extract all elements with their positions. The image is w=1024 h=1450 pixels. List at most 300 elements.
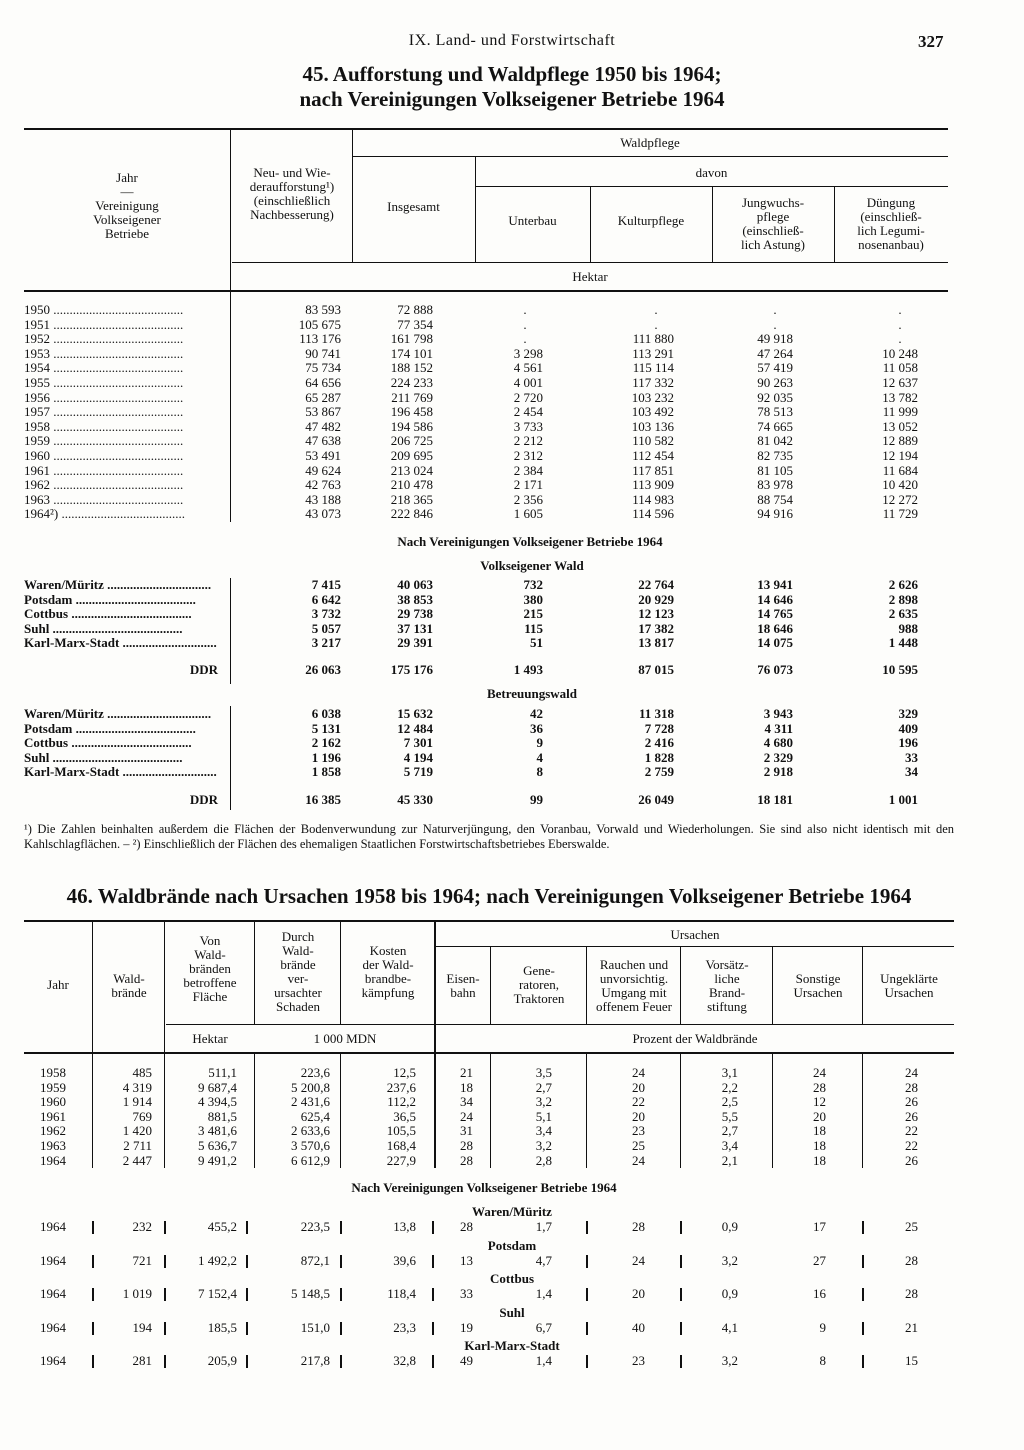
page-number: 327: [918, 32, 944, 51]
table-cell: 51: [530, 635, 543, 651]
table-cell: 8: [536, 764, 543, 780]
table-cell: 28: [905, 1286, 918, 1301]
table-45-title-line2: nach Vereinigungen Volkseigener Betriebe 1964: [299, 87, 725, 111]
t45-col-unterbau: Unterbau: [508, 213, 557, 228]
table-cell: 3 733: [513, 418, 543, 434]
column-separator: [340, 1288, 342, 1301]
table-cell: 1 492,2: [198, 1252, 237, 1268]
table-row-label: Suhl ........................................: [24, 621, 183, 636]
column-separator: [680, 1322, 682, 1335]
table-row-label: 1962 ........................................: [24, 478, 184, 493]
table-cell: 2 162: [311, 735, 341, 751]
table-cell: 20: [813, 1108, 826, 1124]
table-cell: 17 382: [638, 620, 674, 636]
table-cell: 49: [460, 1353, 473, 1368]
t46-vrule-4: [340, 920, 341, 1024]
table-row-label: DDR: [189, 662, 218, 677]
t45-col-jungwuchspflege: Jungwuchs- pflege (einschließ- lich Astung): [741, 195, 805, 252]
table-cell: 9 491,2: [198, 1152, 237, 1168]
column-separator: [862, 1322, 864, 1335]
table-cell: .: [523, 302, 527, 317]
table-cell: 103 492: [631, 404, 674, 420]
table-cell: 92 035: [757, 389, 793, 405]
table-cell: 3 298: [513, 345, 543, 361]
table-row-label: 1959 ........................................: [24, 434, 184, 449]
table-cell: 22: [905, 1123, 918, 1139]
table-cell: 14 646: [757, 591, 793, 607]
table-row-label: 1964: [40, 1252, 66, 1268]
t45-col-neuaufforstung: Neu- und Wie- deraufforstung¹) (einschließlich Nachbesserung): [249, 165, 335, 222]
table-cell: 6 038: [311, 706, 341, 721]
table-row-label: 1961: [40, 1108, 66, 1124]
table-cell: 87 015: [638, 662, 674, 677]
column-separator: [340, 1221, 342, 1234]
t46-col-ungeklaert: Ungeklärte Ursachen: [880, 971, 938, 1000]
table-cell: 380: [523, 591, 543, 607]
table-cell: 24: [813, 1065, 826, 1080]
table-row-label: 1963 ........................................: [24, 492, 184, 507]
table-cell: 118,4: [387, 1286, 416, 1301]
table-cell: 22: [632, 1094, 645, 1110]
table-cell: 24: [632, 1152, 645, 1168]
table-cell: 37 131: [397, 620, 433, 636]
table-cell: 9 687,4: [198, 1079, 237, 1095]
table-cell: 36,5: [393, 1108, 416, 1124]
table-row-label: 1962: [40, 1123, 66, 1139]
table-cell: 196 458: [390, 404, 433, 420]
column-separator: [680, 1355, 682, 1368]
t46-vrule-10: [862, 946, 863, 1024]
table-cell: 77 354: [397, 316, 433, 332]
table-cell: 329: [898, 706, 918, 721]
table-cell: 6,7: [535, 1319, 552, 1335]
table-cell: 5,1: [535, 1108, 552, 1124]
table-cell: 625,4: [300, 1108, 330, 1124]
table-cell: 110 582: [632, 433, 674, 449]
table-cell: 9: [536, 735, 543, 751]
table-cell: .: [654, 302, 658, 317]
table-cell: 2,7: [721, 1123, 738, 1139]
table-cell: 16 385: [305, 792, 341, 807]
table-row-label: Waren/Müritz ................................: [24, 578, 212, 592]
table-cell: 2 416: [644, 735, 674, 751]
table-row-label: 1950 ........................................: [24, 303, 184, 317]
table-cell: 90 741: [305, 345, 341, 361]
table-cell: 28: [632, 1219, 645, 1234]
column-separator: [92, 1221, 94, 1234]
table-cell: 7 152,4: [198, 1286, 237, 1301]
table-cell: 42 763: [305, 477, 341, 493]
table-row-label: Waren/Müritz ................................: [24, 707, 212, 721]
table-cell: 74 665: [757, 418, 793, 434]
table-cell: 210 478: [390, 477, 433, 493]
table-cell: 194: [132, 1319, 152, 1335]
table-cell: 23: [632, 1123, 645, 1139]
table-cell: 117 332: [632, 375, 674, 390]
table-cell: 213 024: [390, 462, 433, 478]
region-heading: Suhl: [499, 1304, 525, 1320]
table-cell: 1 828: [644, 749, 674, 765]
column-separator: [586, 1355, 588, 1368]
t46-col-brandstiftung: Vorsätz- liche Brand- stiftung: [705, 957, 749, 1014]
table-cell: 1 420: [122, 1123, 152, 1139]
table-cell: 27: [813, 1252, 826, 1268]
table-cell: 206 725: [390, 433, 433, 449]
t45-vrule-1: [230, 128, 231, 290]
table-cell: 211 769: [391, 389, 433, 405]
table-cell: 13: [460, 1252, 473, 1268]
table-cell: 2 212: [513, 433, 543, 449]
column-separator: [586, 1221, 588, 1234]
table-cell: 99: [530, 792, 543, 807]
table-cell: 224 233: [390, 375, 433, 390]
table-cell: 23,3: [393, 1319, 416, 1335]
t46-col-schaden: Durch Wald- brände ver- ursachter Schaden: [274, 929, 322, 1014]
table-cell: 40 063: [397, 577, 433, 592]
table-cell: 194 586: [390, 418, 433, 434]
table-cell: 39,6: [393, 1252, 416, 1268]
t46-col-sonstige: Sonstige Ursachen: [793, 971, 843, 1000]
table-row-label: 1958: [40, 1065, 66, 1080]
table-cell: 47 264: [757, 345, 793, 361]
table-cell: 21: [460, 1065, 473, 1080]
table-row-label: Potsdam .....................................: [24, 592, 196, 607]
table-cell: 75 734: [305, 360, 341, 376]
table-cell: 103 232: [631, 389, 674, 405]
table-cell: 223,5: [300, 1219, 330, 1234]
table-cell: 81 042: [757, 433, 793, 449]
table-cell: 12 123: [638, 606, 674, 622]
t45-section-volkseigener-wald: Volkseigener Wald: [480, 558, 584, 573]
t46-col-ursachen: Ursachen: [670, 927, 720, 942]
table-row-label: Cottbus .....................................: [24, 736, 192, 751]
table-cell: 3,5: [535, 1065, 552, 1080]
table-cell: 14 075: [757, 635, 793, 651]
t46-unit-hektar: Hektar: [192, 1031, 228, 1046]
column-separator: [164, 1221, 166, 1234]
table-cell: 117 851: [632, 462, 674, 478]
column-separator: [340, 1355, 342, 1368]
column-separator: [92, 1255, 94, 1268]
table-cell: 53 867: [305, 404, 341, 420]
table-cell: 3,2: [535, 1138, 552, 1153]
table-cell: 29 391: [397, 635, 433, 651]
table-cell: .: [898, 331, 902, 347]
column-separator: [432, 1221, 434, 1234]
table-cell: 988: [898, 620, 918, 636]
table-cell: 111 880: [632, 331, 674, 347]
table-cell: 769: [132, 1108, 152, 1124]
column-separator: [586, 1288, 588, 1301]
table-row-label: 1959: [40, 1079, 66, 1095]
table-cell: 1 196: [311, 749, 341, 765]
table-cell: 26: [905, 1152, 918, 1168]
table-cell: 18: [813, 1152, 826, 1168]
t46-vrule-7: [586, 946, 587, 1024]
table-cell: .: [898, 302, 902, 317]
table-cell: 6 612,9: [291, 1152, 330, 1168]
table-cell: .: [773, 316, 777, 332]
column-separator: [432, 1255, 434, 1268]
table-cell: 3 570,6: [291, 1138, 330, 1153]
table-cell: 24: [460, 1108, 473, 1124]
table-cell: 28: [460, 1219, 473, 1234]
region-heading: Potsdam: [487, 1237, 537, 1253]
table-cell: 64 656: [305, 375, 341, 390]
table-cell: 175 176: [390, 662, 433, 677]
table-cell: 15 632: [397, 706, 433, 721]
table-cell: 196: [898, 735, 918, 751]
table-cell: 24: [632, 1252, 645, 1268]
table-cell: 174 101: [390, 345, 433, 361]
table-cell: 28: [905, 1252, 918, 1268]
table-cell: 5 148,5: [291, 1286, 330, 1301]
running-head: IX. Land- und Forstwirtschaft: [408, 32, 616, 49]
table-cell: 2 454: [513, 404, 543, 420]
table-cell: 12 637: [882, 375, 918, 390]
table-cell: 83 978: [757, 477, 793, 493]
column-separator: [680, 1288, 682, 1301]
region-heading: Waren/Müritz: [472, 1204, 552, 1219]
column-separator: [92, 1322, 94, 1335]
table-cell: 218 365: [390, 491, 433, 507]
t46-col-jahr: Jahr: [47, 977, 69, 992]
table-cell: 28: [460, 1152, 473, 1168]
table-cell: 13 817: [638, 635, 674, 651]
t46-vrule-6: [490, 946, 491, 1024]
table-cell: 2,7: [535, 1079, 552, 1095]
table-cell: 227,9: [386, 1152, 416, 1168]
table-45-title: [0, 62, 1024, 112]
table-cell: 76 073: [757, 662, 793, 677]
table-cell: 12 484: [397, 720, 433, 736]
table-cell: 2 898: [888, 591, 918, 607]
table-cell: 4: [536, 749, 543, 765]
table-cell: 1 914: [122, 1094, 152, 1110]
t45-col-jahr: Jahr — Vereinigung Volkseigener Betriebe: [93, 170, 161, 241]
table-cell: 49 624: [305, 462, 341, 478]
table-cell: 2 711: [123, 1138, 152, 1153]
table-cell: 34: [905, 764, 918, 780]
t46-col-flaeche: Von Wald- bränden betroffene Fläche: [183, 933, 237, 1004]
table-cell: 2 447: [122, 1152, 152, 1168]
column-separator: [164, 1288, 166, 1301]
table-cell: 3,2: [721, 1252, 738, 1268]
column-separator: [246, 1221, 248, 1234]
table-cell: 42: [530, 706, 543, 721]
t46-header-rule: [166, 1024, 954, 1025]
table-46-title: 46. Waldbrände nach Ursachen 1958 bis 1964; nach Vereinigungen Volkseigener Betriebe 1964: [66, 884, 912, 908]
t46-unit-mdn: 1 000 MDN: [313, 1031, 377, 1046]
column-separator: [862, 1355, 864, 1368]
t46-vrule-1: [92, 920, 93, 1052]
table-row-label: 1964: [40, 1219, 66, 1234]
table-cell: .: [523, 331, 527, 347]
t45-vrule-betreuung: [230, 706, 231, 810]
table-cell: 232: [132, 1219, 152, 1234]
t45-section-vvb: Nach Vereinigungen Volkseigener Betriebe 1964: [397, 534, 663, 549]
column-separator: [680, 1255, 682, 1268]
table-cell: .: [523, 316, 527, 332]
table-cell: 18 646: [757, 620, 793, 636]
column-separator: [586, 1322, 588, 1335]
column-separator: [164, 1255, 166, 1268]
table-cell: 12: [813, 1094, 826, 1110]
t45-col-davon: davon: [695, 165, 728, 180]
table-cell: 65 287: [305, 389, 341, 405]
table-cell: 1 019: [122, 1286, 152, 1301]
table-cell: 7 415: [311, 577, 341, 592]
table-cell: 151,0: [300, 1319, 330, 1335]
table-cell: 113 176: [299, 331, 341, 347]
table-cell: 3 943: [763, 706, 793, 721]
table-row-label: 1964: [40, 1152, 66, 1168]
table-cell: 2 626: [888, 577, 918, 592]
table-cell: .: [898, 316, 902, 332]
table-cell: 115 114: [632, 360, 674, 376]
table-cell: 11 999: [882, 404, 918, 420]
table-cell: 223,6: [300, 1065, 330, 1080]
table-cell: 209 695: [390, 448, 433, 463]
table-cell: 26 049: [638, 792, 674, 807]
table-cell: 1 493: [513, 662, 543, 677]
table-cell: 11 058: [882, 360, 918, 376]
table-cell: 5,5: [721, 1108, 738, 1124]
table-cell: 5 057: [311, 620, 341, 636]
table-cell: 43 188: [305, 491, 341, 507]
table-cell: 4 680: [763, 735, 793, 751]
table-cell: 15: [905, 1353, 918, 1368]
table-row-label: Karl-Marx-Stadt .............................: [24, 765, 217, 780]
table-cell: 11 684: [882, 462, 918, 478]
table-cell: 188 152: [390, 360, 433, 376]
t46-col-eisenbahn: Eisen- bahn: [446, 971, 480, 1000]
table-row-label: 1958 ........................................: [24, 419, 184, 434]
table-cell: 10 420: [882, 477, 918, 493]
table-cell: 82 735: [757, 448, 793, 463]
table-cell: 2,5: [721, 1094, 738, 1110]
table-cell: 4,1: [721, 1319, 738, 1335]
table-row-label: 1954 ........................................: [24, 361, 184, 376]
column-separator: [246, 1322, 248, 1335]
table-cell: 13 052: [882, 418, 918, 434]
t45-vrule-volkseigen: [230, 578, 231, 660]
table-cell: 5 131: [311, 720, 341, 736]
t45-col-kulturpflege: Kulturpflege: [617, 213, 685, 228]
table-cell: 2 720: [513, 389, 543, 405]
table-cell: 23: [632, 1353, 645, 1368]
t45-col-insgesamt: Insgesamt: [387, 199, 440, 214]
table-cell: 18 181: [757, 792, 793, 807]
table-cell: 4 001: [513, 375, 543, 390]
table-cell: 168,4: [386, 1138, 416, 1153]
table-cell: 10 248: [882, 345, 918, 361]
table-cell: 113 909: [632, 477, 674, 493]
table-45-title-line1: 45. Aufforstung und Waldpflege 1950 bis 1964;: [302, 62, 722, 86]
column-separator: [680, 1221, 682, 1234]
table-cell: 6 642: [311, 591, 341, 607]
column-separator: [432, 1355, 434, 1368]
region-heading: Cottbus: [489, 1271, 535, 1286]
table-cell: 47 482: [305, 418, 341, 434]
table-cell: 7 301: [403, 735, 433, 751]
table-cell: 115: [524, 620, 543, 636]
table-cell: 281: [132, 1353, 152, 1368]
table-cell: 2 384: [513, 462, 543, 478]
table-cell: 105,5: [386, 1123, 416, 1139]
table-cell: 114 596: [632, 506, 674, 522]
table-cell: 13 941: [757, 577, 793, 592]
table-cell: .: [773, 302, 777, 317]
table-cell: 72 888: [397, 302, 433, 317]
table-row-label: 1960 ........................................: [24, 449, 184, 463]
table-cell: 19: [460, 1319, 473, 1335]
table-cell: 14 765: [757, 606, 793, 622]
table-cell: 222 846: [390, 506, 433, 522]
table-cell: 33: [460, 1286, 473, 1301]
table-cell: 0,9: [721, 1286, 738, 1301]
t46-col-rauchen: Rauchen und unvorsichtig. Umgang mit offenem Feuer: [596, 957, 672, 1014]
table-row-label: 1953 ........................................: [24, 346, 184, 361]
t46-unit-prozent: Prozent der Waldbrände: [632, 1031, 758, 1046]
table-cell: 217,8: [300, 1353, 330, 1368]
table-cell: 83 593: [305, 302, 341, 317]
table-cell: 1 448: [888, 635, 918, 651]
table-cell: 36: [530, 720, 543, 736]
table-cell: 1,4: [535, 1353, 552, 1368]
table-cell: 1 858: [311, 764, 341, 780]
table-row-label: 1964: [40, 1353, 66, 1368]
table-cell: 2 312: [513, 448, 543, 463]
table-cell: 732: [523, 577, 543, 592]
column-separator: [862, 1288, 864, 1301]
table-cell: 511,1: [208, 1065, 237, 1080]
table-cell: 22 764: [638, 577, 674, 592]
table-cell: 113 291: [632, 345, 674, 361]
table-cell: 40: [632, 1319, 645, 1335]
table-cell: 28: [460, 1138, 473, 1153]
column-separator: [164, 1355, 166, 1368]
column-separator: [92, 1288, 94, 1301]
table-cell: 237,6: [386, 1079, 416, 1095]
column-separator: [432, 1322, 434, 1335]
table-cell: 215: [523, 606, 543, 622]
table-cell: 455,2: [207, 1219, 237, 1234]
table-cell: 5 200,8: [291, 1079, 330, 1095]
t46-col-generatoren: Gene- ratoren, Traktoren: [513, 963, 565, 1006]
table-cell: 2 759: [644, 764, 674, 780]
table-row-label: Cottbus .....................................: [24, 607, 192, 622]
table-row-label: 1951 ........................................: [24, 317, 184, 332]
column-separator: [586, 1255, 588, 1268]
t46-ursachen-rule: [436, 946, 954, 947]
table-row-label: 1952 ........................................: [24, 332, 184, 347]
table-cell: 13,8: [393, 1219, 416, 1234]
table-cell: 94 916: [757, 506, 793, 522]
table-cell: 47 638: [305, 433, 341, 449]
table-cell: 43 073: [305, 506, 341, 522]
table-row-label: Karl-Marx-Stadt .............................: [24, 636, 217, 651]
column-separator: [862, 1255, 864, 1268]
table-cell: 3,2: [721, 1353, 738, 1368]
t46-vrule-9: [772, 946, 773, 1024]
table-cell: 1 605: [513, 506, 543, 522]
table-cell: 22: [905, 1138, 918, 1153]
table-cell: 57 419: [757, 360, 793, 376]
table-cell: 161 798: [390, 331, 433, 347]
table-cell: 32,8: [393, 1353, 416, 1368]
table-cell: 11 729: [882, 506, 918, 522]
